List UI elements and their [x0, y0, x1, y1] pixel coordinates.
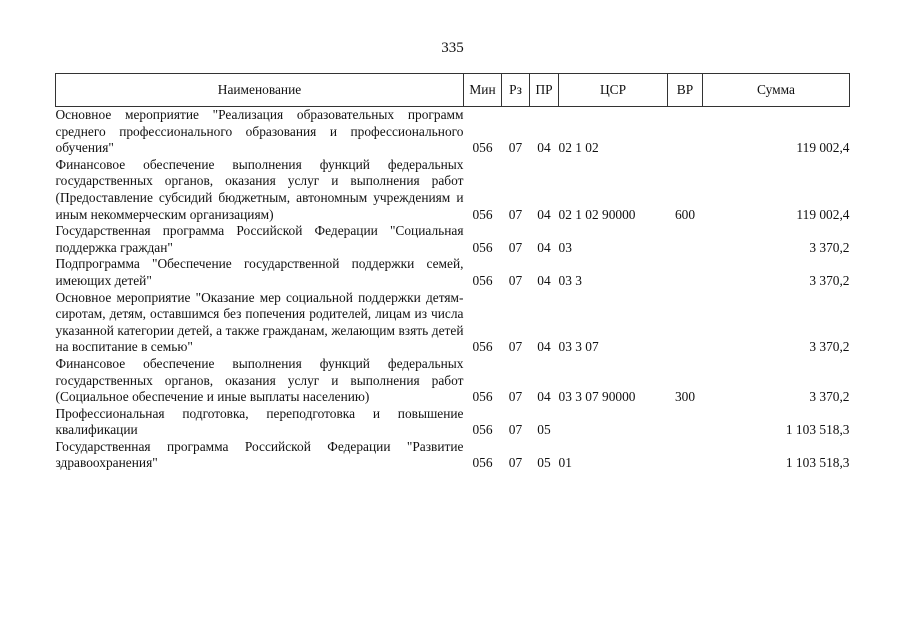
row-vr	[668, 107, 703, 157]
row-name: Финансовое обеспечение выполнения функций федеральных государственных органов, оказания услуг и выполнения работ (Социальное обеспечение и иные выплаты населению)	[55, 355, 464, 405]
row-pr: 04	[537, 206, 551, 222]
row-rz: 07	[508, 239, 523, 255]
row-sum: 119 002,4	[796, 140, 850, 156]
row-vr	[668, 223, 703, 256]
row-vr	[668, 439, 703, 472]
row-rz: 07	[508, 389, 523, 405]
row-min: 056	[472, 455, 493, 471]
row-pr: 04	[537, 389, 551, 405]
table-row	[56, 223, 850, 256]
table-row	[56, 256, 850, 289]
column-header-min: Мин	[464, 74, 502, 107]
row-csr: 03 3	[558, 272, 582, 288]
column-header-csr: ЦСР	[559, 74, 668, 107]
row-sum: 3 370,2	[809, 239, 850, 255]
row-min: 056	[472, 206, 493, 222]
column-header-vr: ВР	[668, 74, 703, 107]
row-pr: 04	[537, 140, 551, 156]
column-header-rz: Рз	[502, 74, 530, 107]
table-row	[56, 290, 850, 356]
table-row	[56, 157, 850, 223]
table-row	[56, 356, 850, 406]
row-min: 056	[472, 272, 493, 288]
row-vr: 300	[674, 389, 696, 405]
page-number: 335	[441, 40, 464, 56]
table-row	[56, 439, 850, 472]
row-pr: 05	[537, 455, 551, 471]
row-pr: 04	[537, 272, 551, 288]
row-csr: 03	[558, 239, 572, 255]
row-name: Основное мероприятие "Оказание мер социальной поддержки детям-сиротам, детям, оставшимся без попечения родителей, лицам из числа указанной категории детей, а также гражданам, желающим взять детей на воспитание в семью"	[55, 289, 464, 355]
row-sum: 3 370,2	[809, 339, 850, 355]
row-sum: 3 370,2	[809, 389, 850, 405]
row-csr: 03 3 07 90000	[558, 389, 636, 405]
row-sum: 1 103 518,3	[785, 455, 850, 471]
row-name: Финансовое обеспечение выполнения функций федеральных государственных органов, оказания услуг и выполнения работ (Предоставление субсидий бюджетным, автономным учреждениям и иным некоммерческим организациям)	[55, 156, 464, 222]
row-rz: 07	[508, 206, 523, 222]
row-name: Государственная программа Российской Федерации "Социальная поддержка граждан"	[55, 223, 464, 255]
row-csr: 01	[558, 455, 572, 471]
row-rz: 07	[508, 422, 523, 438]
row-pr: 04	[537, 239, 551, 255]
row-min: 056	[472, 339, 493, 355]
row-sum: 119 002,4	[796, 206, 850, 222]
row-sum: 1 103 518,3	[785, 422, 850, 438]
row-rz: 07	[508, 339, 523, 355]
column-header-sum: Сумма	[703, 74, 850, 107]
row-csr: 02 1 02	[558, 140, 599, 156]
row-rz: 07	[508, 272, 523, 288]
budget-table	[55, 73, 850, 472]
row-min: 056	[472, 140, 493, 156]
row-name: Подпрограмма "Обеспечение государственной поддержки семей, имеющих детей"	[55, 256, 464, 288]
row-vr	[668, 290, 703, 356]
row-sum: 3 370,2	[809, 272, 850, 288]
row-vr	[668, 406, 703, 439]
row-min: 056	[472, 422, 493, 438]
column-header-name: Наименование	[56, 74, 464, 107]
row-csr: 02 1 02 90000	[558, 206, 636, 222]
row-rz: 07	[508, 140, 523, 156]
row-vr	[668, 256, 703, 289]
row-name: Основное мероприятие "Реализация образовательных программ среднего профессионального образования и профессионального обучения"	[55, 107, 464, 156]
row-min: 056	[472, 389, 493, 405]
row-csr: 03 3 07	[558, 339, 599, 355]
row-vr: 600	[674, 206, 696, 222]
table-header-row	[56, 74, 850, 107]
table-row	[56, 406, 850, 439]
row-name: Государственная программа Российской Федерации "Развитие здравоохранения"	[55, 438, 464, 471]
row-rz: 07	[508, 455, 523, 471]
row-pr: 05	[537, 422, 551, 438]
row-min: 056	[472, 239, 493, 255]
row-csr	[559, 406, 668, 439]
row-name: Профессиональная подготовка, переподготовка и повышение квалификации	[55, 405, 464, 438]
column-header-pr: ПР	[530, 74, 559, 107]
table-row	[56, 107, 850, 157]
row-pr: 04	[537, 339, 551, 355]
